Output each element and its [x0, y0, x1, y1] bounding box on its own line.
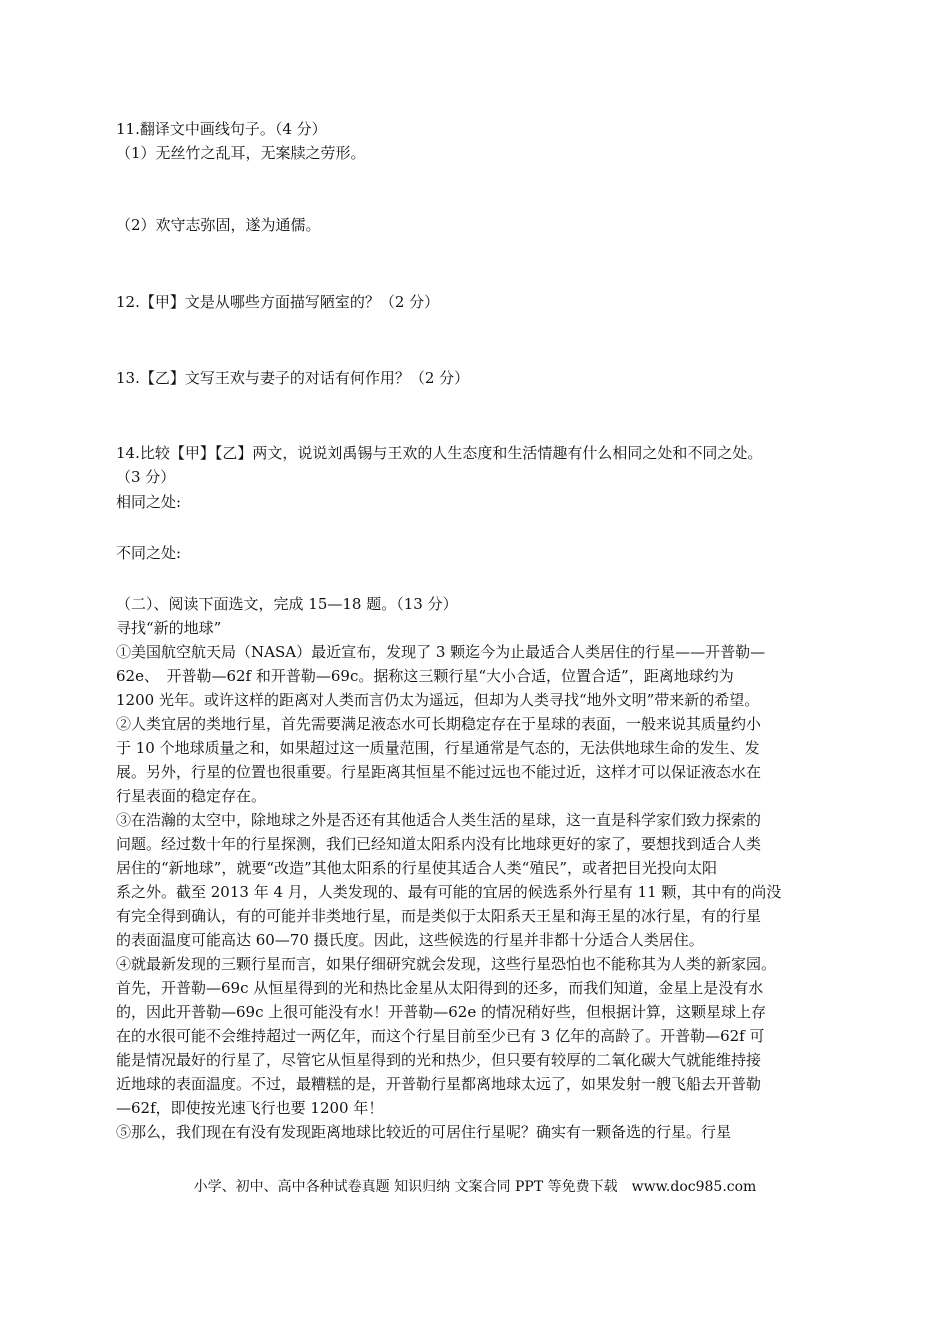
article-line: 展。另外，行星的位置也很重要。行星距离其恒星不能过远也不能过近，这样才可以保证液态水在 — [116, 763, 762, 781]
article-line: ③在浩瀚的太空中，除地球之外是否还有其他适合人类生活的星球，这一直是科学家们致力探索的 — [116, 811, 762, 829]
section2-heading: （二）、阅读下面选文，完成 15—18 题。（13 分） — [116, 595, 458, 613]
article-line: 的表面温度可能高达 60—70 摄氏度。因此，这些候选的行星并非都十分适合人类居住。 — [116, 931, 704, 949]
article-line: —62f，即使按光速飞行也要 1200 年！ — [116, 1099, 384, 1117]
q11-title: 11.翻译文中画线句子。（4 分） — [116, 120, 327, 138]
article-line: 的，因此开普勒—69c 上很可能没有水！开普勒—62e 的情况稍好些，但根据计算，这颗星球上存 — [116, 1003, 766, 1021]
q11-part1: （1）无丝竹之乱耳，无案牍之劳形。 — [116, 144, 366, 162]
article-line: 有完全得到确认，有的可能并非类地行星，而是类似于太阳系天王星和海王星的冰行星，有的行星 — [116, 907, 762, 925]
q14-diff-label: 不同之处: — [116, 544, 182, 562]
q14-line2: （3 分） — [116, 468, 176, 486]
q13: 13.【乙】文写王欢与妻子的对话有何作用？（2 分） — [116, 369, 470, 387]
page-footer: 小学、初中、高中各种试卷真题 知识归纳 文案合同 PPT 等免费下载 www.doc985.com — [193, 1179, 757, 1195]
q14-line1: 14.比较【甲】【乙】两文，说说刘禹锡与王欢的人生态度和生活情趣有什么相同之处和不同之处。 — [116, 444, 763, 462]
article-line: ⑤那么，我们现在有没有发现距离地球比较近的可居住行星呢？确实有一颗备选的行星。行星 — [116, 1123, 732, 1141]
q11-part2: （2）欢守志弥固，遂为通儒。 — [116, 216, 321, 234]
article-line: 近地球的表面温度。不过，最糟糕的是，开普勒行星都离地球太远了，如果发射一艘飞船去开普勒 — [116, 1075, 762, 1093]
article-line: 行星表面的稳定存在。 — [116, 787, 267, 805]
article-line: 系之外。截至 2013 年 4 月，人类发现的、最有可能的宜居的候选系外行星有 11 颗，其中有的尚没 — [116, 883, 782, 901]
article-line: 首先，开普勒—69c 从恒星得到的光和热比金星从太阳得到的还多，而我们知道，金星上是没有水 — [116, 979, 764, 997]
article-line: 在的水很可能不会维持超过一两亿年，而这个行星目前至少已有 3 亿年的高龄了。开普勒—62f 可 — [116, 1027, 765, 1045]
article-title: 寻找“新的地球” — [116, 619, 222, 637]
article-line: 问题。经过数十年的行星探测，我们已经知道太阳系内没有比地球更好的家了，要想找到适合人类 — [116, 835, 762, 853]
article-line: 能是情况最好的行星了，尽管它从恒星得到的光和热少，但只要有较厚的二氧化碳大气就能维持接 — [116, 1051, 762, 1069]
article-line: 1200 光年。或许这样的距离对人类而言仍太为遥远，但却为人类寻找“地外文明”带来新的希望。 — [116, 691, 760, 709]
article-line: ④就最新发现的三颗行星而言，如果仔细研究就会发现，这些行星恐怕也不能称其为人类的新家园。 — [116, 955, 777, 973]
article-line: 62e、 开普勒—62f 和开普勒—69c。据称这三颗行星“大小合适，位置合适”，距离地球约为 — [116, 667, 734, 685]
article-line: ②人类宜居的类地行星，首先需要满足液态水可长期稳定存在于星球的表面，一般来说其质量约小 — [116, 715, 762, 733]
article-line: ①美国航空航天局（NASA）最近宣布，发现了 3 颗迄今为止最适合人类居住的行星——开普勒— — [116, 643, 766, 661]
q14-same-label: 相同之处: — [116, 493, 182, 511]
q12: 12.【甲】文是从哪些方面描写陋室的？（2 分） — [116, 293, 440, 311]
article-line: 居住的“新地球”，就要“改造”其他太阳系的行星使其适合人类“殖民”，或者把目光投向太阳 — [116, 859, 718, 877]
article-line: 于 10 个地球质量之和，如果超过这一质量范围，行星通常是气态的，无法供地球生命的发生、发 — [116, 739, 760, 757]
